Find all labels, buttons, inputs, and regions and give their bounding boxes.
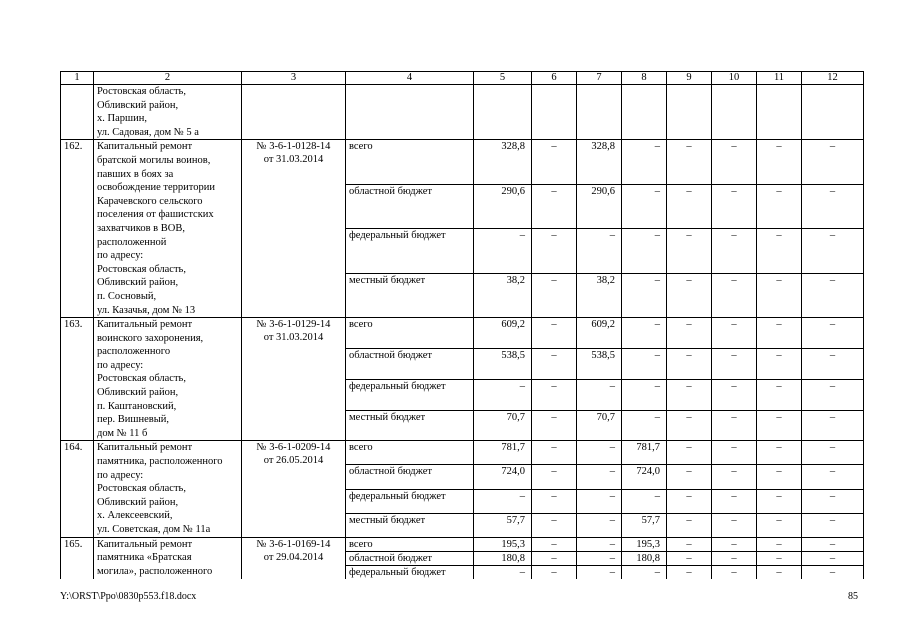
amount-cell: – xyxy=(474,379,532,410)
document-reference xyxy=(242,318,346,441)
header-cell: 10 xyxy=(712,72,757,85)
record-number: 164. xyxy=(61,441,94,537)
amount-cell: – xyxy=(667,318,712,349)
table-row xyxy=(61,441,864,465)
document-reference xyxy=(242,140,346,318)
document-reference xyxy=(242,537,346,579)
amount-cell: – xyxy=(667,489,712,513)
amount-cell: – xyxy=(667,348,712,379)
amount-cell: – xyxy=(712,348,757,379)
amount-cell: – xyxy=(532,513,577,537)
amount-cell: – xyxy=(667,229,712,273)
record-number: 163. xyxy=(61,318,94,441)
document-number: № 3-6-1-0169-14 xyxy=(256,538,331,550)
page-number: 85 xyxy=(848,591,858,602)
amount-cell: – xyxy=(532,441,577,465)
amount-cell: 195,3 xyxy=(474,537,532,551)
document-number: № 3-6-1-0209-14 xyxy=(256,442,331,454)
amount-cell: 38,2 xyxy=(474,273,532,317)
amount-cell: 538,5 xyxy=(577,348,622,379)
amount-cell: – xyxy=(802,489,864,513)
amount-cell: 180,8 xyxy=(622,551,667,565)
document-date: от 26.05.2014 xyxy=(263,455,324,467)
amount-cell: – xyxy=(802,441,864,465)
amount-cell: – xyxy=(577,513,622,537)
amount-cell: – xyxy=(802,318,864,349)
amount-cell: – xyxy=(667,140,712,184)
header-cell: 1 xyxy=(61,72,94,85)
amount-cell: 70,7 xyxy=(474,410,532,441)
document-number: № 3-6-1-0129-14 xyxy=(256,319,331,331)
amount-cell: 195,3 xyxy=(622,537,667,551)
document-date: от 29.04.2014 xyxy=(263,551,324,563)
funding-source: федеральный бюджет xyxy=(346,379,474,410)
continuation-row xyxy=(61,85,864,140)
amount-cell: – xyxy=(712,184,757,228)
amount-cell: – xyxy=(577,379,622,410)
amount-cell: – xyxy=(622,348,667,379)
document-reference xyxy=(242,441,346,537)
amount-cell: – xyxy=(802,410,864,441)
funding-source: областной бюджет xyxy=(346,465,474,489)
amount-cell: – xyxy=(757,551,802,565)
amount-cell: – xyxy=(802,551,864,565)
amount-cell: – xyxy=(532,229,577,273)
amount-cell: – xyxy=(757,489,802,513)
document-date: от 31.03.2014 xyxy=(263,332,324,344)
amount-cell: – xyxy=(474,565,532,579)
funding-source: местный бюджет xyxy=(346,513,474,537)
amount-cell: – xyxy=(802,379,864,410)
header-row xyxy=(61,72,864,85)
record-number: 162. xyxy=(61,140,94,318)
amount-cell: – xyxy=(802,140,864,184)
amount-cell: – xyxy=(577,465,622,489)
amount-cell: – xyxy=(577,441,622,465)
amount-cell: – xyxy=(712,379,757,410)
funding-source: областной бюджет xyxy=(346,184,474,228)
amount-cell: – xyxy=(757,140,802,184)
header-cell: 12 xyxy=(802,72,864,85)
amount-cell: – xyxy=(577,537,622,551)
amount-cell: 290,6 xyxy=(474,184,532,228)
amount-cell: – xyxy=(532,410,577,441)
amount-cell: – xyxy=(802,348,864,379)
funding-source: всего xyxy=(346,441,474,465)
amount-cell: 38,2 xyxy=(577,273,622,317)
record-description: Капитальный ремонт памятника «Братская могила», расположенного xyxy=(94,537,242,579)
amount-cell: – xyxy=(577,565,622,579)
amount-cell: – xyxy=(532,551,577,565)
amount-cell: – xyxy=(802,465,864,489)
amount-cell: 70,7 xyxy=(577,410,622,441)
funding-source: федеральный бюджет xyxy=(346,565,474,579)
amount-cell: – xyxy=(532,537,577,551)
amount-cell: – xyxy=(667,465,712,489)
amount-cell: – xyxy=(532,318,577,349)
amount-cell: – xyxy=(622,318,667,349)
amount-cell: – xyxy=(712,318,757,349)
amount-cell: – xyxy=(757,184,802,228)
amount-cell: – xyxy=(667,441,712,465)
header-cell: 6 xyxy=(532,72,577,85)
funding-source: всего xyxy=(346,140,474,184)
amount-cell: – xyxy=(757,318,802,349)
funding-source: всего xyxy=(346,318,474,349)
table-row xyxy=(61,318,864,349)
amount-cell: – xyxy=(532,565,577,579)
amount-cell: 724,0 xyxy=(474,465,532,489)
amount-cell: 57,7 xyxy=(622,513,667,537)
record-description: Капитальный ремонт воинского захоронения, расположенного по адресу: Ростовская область, Обливский район, п. Каштановский, пер. Вишневый, дом № 11 б xyxy=(94,318,242,441)
funding-source: местный бюджет xyxy=(346,410,474,441)
amount-cell: – xyxy=(802,273,864,317)
record-description: Капитальный ремонт братской могилы воинов, павших в боях за освобождение территории Карачевского сельского поселения от фашистских захватчиков в ВОВ, расположенной по адресу: Ростовская область, Обливский район, п. Сосновый, ул. Казачья, дом № 13 xyxy=(94,140,242,318)
amount-cell: 290,6 xyxy=(577,184,622,228)
amount-cell: – xyxy=(757,537,802,551)
amount-cell: – xyxy=(712,273,757,317)
amount-cell: – xyxy=(712,229,757,273)
footer-file-path: Y:\ORST\Ppo\0830p553.f18.docx xyxy=(60,591,197,602)
amount-cell: – xyxy=(622,184,667,228)
amount-cell: – xyxy=(757,348,802,379)
amount-cell: – xyxy=(757,379,802,410)
amount-cell: – xyxy=(667,513,712,537)
header-cell: 9 xyxy=(667,72,712,85)
funding-source: местный бюджет xyxy=(346,273,474,317)
amount-cell: 781,7 xyxy=(622,441,667,465)
funding-source: всего xyxy=(346,537,474,551)
funding-source: областной бюджет xyxy=(346,551,474,565)
header-cell: 5 xyxy=(474,72,532,85)
amount-cell: – xyxy=(532,184,577,228)
table-row xyxy=(61,537,864,551)
amount-cell: – xyxy=(622,489,667,513)
amount-cell: 328,8 xyxy=(474,140,532,184)
amount-cell: – xyxy=(757,229,802,273)
amount-cell: – xyxy=(712,489,757,513)
funding-source: федеральный бюджет xyxy=(346,229,474,273)
amount-cell: – xyxy=(577,489,622,513)
amount-cell: 538,5 xyxy=(474,348,532,379)
amount-cell: – xyxy=(667,379,712,410)
amount-cell: – xyxy=(667,273,712,317)
amount-cell: – xyxy=(757,441,802,465)
amount-cell: – xyxy=(712,537,757,551)
header-cell: 11 xyxy=(757,72,802,85)
amount-cell: – xyxy=(622,410,667,441)
amount-cell: – xyxy=(757,465,802,489)
amount-cell: 724,0 xyxy=(622,465,667,489)
amount-cell: – xyxy=(622,565,667,579)
amount-cell: 328,8 xyxy=(577,140,622,184)
amount-cell: 609,2 xyxy=(577,318,622,349)
amount-cell: – xyxy=(622,273,667,317)
amount-cell: 180,8 xyxy=(474,551,532,565)
amount-cell: 57,7 xyxy=(474,513,532,537)
amount-cell: – xyxy=(622,140,667,184)
amount-cell: – xyxy=(667,565,712,579)
table-row xyxy=(61,140,864,184)
record-description: Капитальный ремонт памятника, расположенного по адресу: Ростовская область, Обливский район, х. Алексеевский, ул. Советская, дом № 11а xyxy=(94,441,242,537)
amount-cell: – xyxy=(532,489,577,513)
amount-cell: – xyxy=(802,513,864,537)
amount-cell: – xyxy=(532,140,577,184)
amount-cell: – xyxy=(712,465,757,489)
amount-cell: – xyxy=(622,379,667,410)
amount-cell: – xyxy=(712,513,757,537)
amount-cell: – xyxy=(532,348,577,379)
amount-cell: – xyxy=(712,551,757,565)
amount-cell: – xyxy=(532,273,577,317)
header-cell: 4 xyxy=(346,72,474,85)
amount-cell: – xyxy=(802,565,864,579)
amount-cell: – xyxy=(712,410,757,441)
amount-cell: – xyxy=(712,441,757,465)
amount-cell: – xyxy=(577,551,622,565)
amount-cell: – xyxy=(802,537,864,551)
header-cell: 7 xyxy=(577,72,622,85)
amount-cell: 781,7 xyxy=(474,441,532,465)
amount-cell: – xyxy=(474,229,532,273)
amount-cell: – xyxy=(757,513,802,537)
amount-cell: 609,2 xyxy=(474,318,532,349)
amount-cell: – xyxy=(532,379,577,410)
amount-cell: – xyxy=(667,537,712,551)
amount-cell: – xyxy=(532,465,577,489)
amount-cell: – xyxy=(757,273,802,317)
record-number: 165. xyxy=(61,537,94,579)
amount-cell: – xyxy=(712,140,757,184)
amount-cell: – xyxy=(757,410,802,441)
header-cell: 8 xyxy=(622,72,667,85)
amount-cell: – xyxy=(802,184,864,228)
amount-cell: – xyxy=(667,551,712,565)
header-cell: 3 xyxy=(242,72,346,85)
funding-source: областной бюджет xyxy=(346,348,474,379)
header-cell: 2 xyxy=(94,72,242,85)
amount-cell: – xyxy=(667,410,712,441)
amount-cell: – xyxy=(712,565,757,579)
amount-cell: – xyxy=(802,229,864,273)
document-date: от 31.03.2014 xyxy=(263,154,324,166)
amount-cell: – xyxy=(757,565,802,579)
amount-cell: – xyxy=(577,229,622,273)
amount-cell: – xyxy=(667,184,712,228)
amount-cell: – xyxy=(622,229,667,273)
amount-cell: – xyxy=(474,489,532,513)
budget-table xyxy=(60,71,864,579)
continuation-address: Ростовская область, Обливский район, х. Паршин, ул. Садовая, дом № 5 а xyxy=(94,85,242,140)
funding-source: федеральный бюджет xyxy=(346,489,474,513)
document-number: № 3-6-1-0128-14 xyxy=(256,141,331,153)
